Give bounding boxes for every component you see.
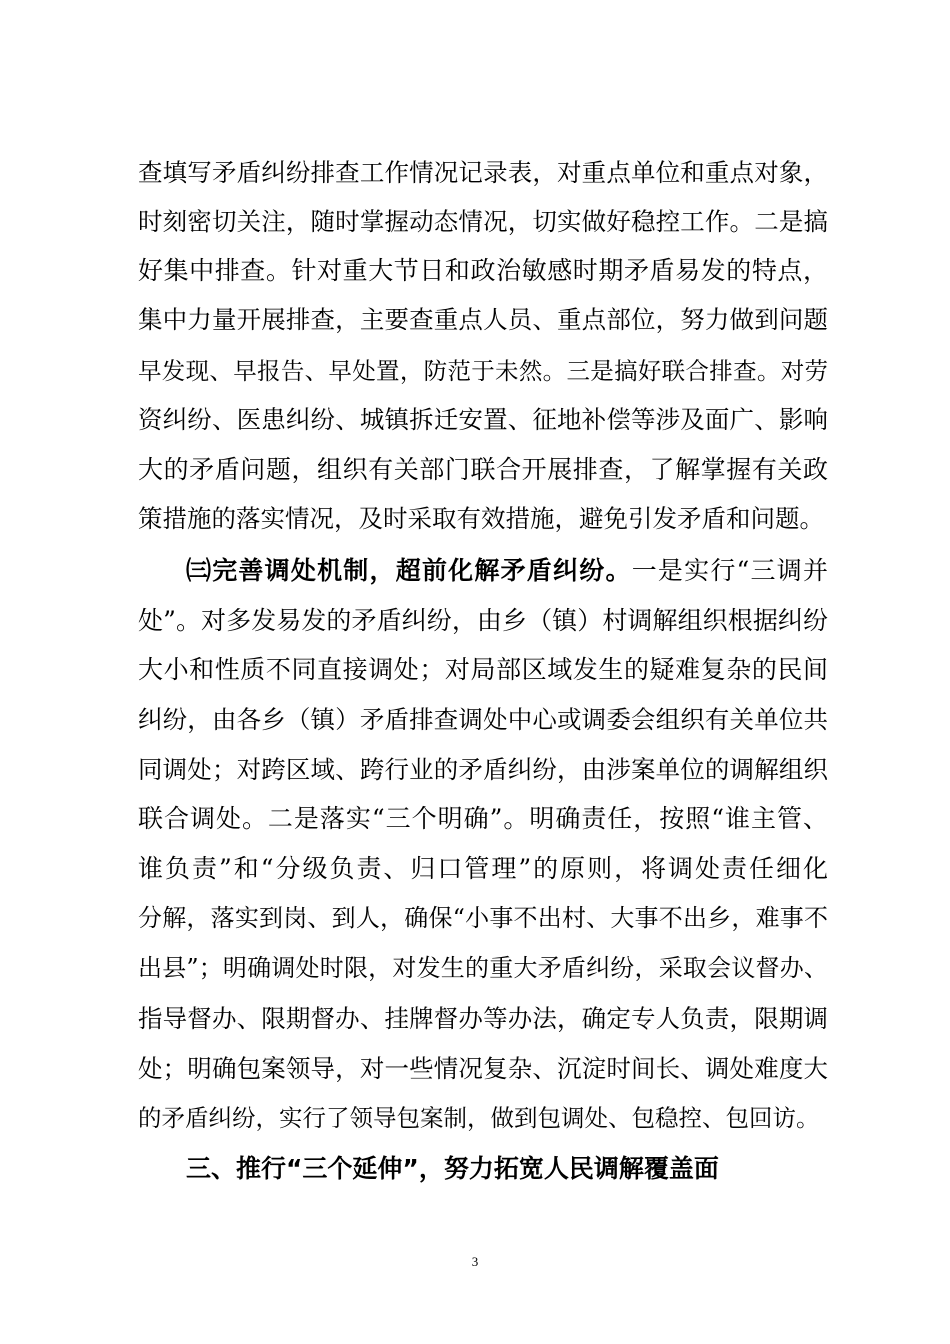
text-line: 指导督办、限期督办、挂牌督办等办法，确定专人负责，限期调: [138, 1004, 828, 1033]
lead-text: 一是实行“三调并: [631, 556, 828, 585]
text-line: 处”。对多发易发的矛盾纠纷，由乡（镇）村调解组织根据纠纷: [138, 606, 828, 635]
text-line: 大的矛盾问题，组织有关部门联合开展排查，了解掌握有关政: [138, 455, 828, 484]
text-line: 谁负责”和“分级负责、归口管理”的原则，将调处责任细化: [138, 854, 828, 883]
text-line: 早发现、早报告、早处置，防范于未然。三是搞好联合排查。对劳: [138, 357, 828, 385]
text-line: 好集中排查。针对重大节日和政治敏感时期矛盾易发的特点，: [138, 256, 828, 285]
text-line: 的矛盾纠纷，实行了领导包案制，做到包调处、包稳控、包回访。: [138, 1104, 820, 1132]
text-line: 分解，落实到岗、到人，确保“小事不出村、大事不出乡，难事不: [138, 904, 828, 932]
section-heading: 三、推行“三个延伸”，努力拓宽人民调解覆盖面: [186, 1154, 719, 1183]
text-line: 同调处；对跨区域、跨行业的矛盾纠纷，由涉案单位的调解组织: [138, 755, 828, 784]
text-line: 联合调处。二是落实“三个明确”。明确责任，按照“谁主管、: [138, 804, 828, 833]
text-line: 策措施的落实情况，及时采取有效措施，避免引发矛盾和问题。: [138, 504, 824, 533]
subsection-title: ㈢完善调处机制，超前化解矛盾纠纷。: [186, 556, 632, 585]
text-line: 纠纷，由各乡（镇）矛盾排查调处中心或调委会组织有关单位共: [138, 705, 828, 734]
text-line: 处；明确包案领导，对一些情况复杂、沉淀时间长、调处难度大: [138, 1054, 828, 1083]
text-line: 集中力量开展排查，主要查重点人员、重点部位，努力做到问题: [138, 305, 828, 334]
text-line: 出县”；明确调处时限，对发生的重大矛盾纠纷，采取会议督办、: [138, 954, 828, 982]
text-line: 大小和性质不同直接调处；对局部区域发生的疑难复杂的民间: [138, 655, 828, 684]
text-line: 资纠纷、医患纠纷、城镇拆迁安置、征地补偿等涉及面广、影响: [138, 405, 828, 434]
text-line: 时刻密切关注，随时掌握动态情况，切实做好稳控工作。二是搞: [138, 207, 828, 236]
text-line: 查填写矛盾纠纷排查工作情况记录表，对重点单位和重点对象，: [138, 158, 828, 187]
paragraph-lead-line: [186, 556, 828, 586]
page-number: 3: [471, 1254, 479, 1269]
